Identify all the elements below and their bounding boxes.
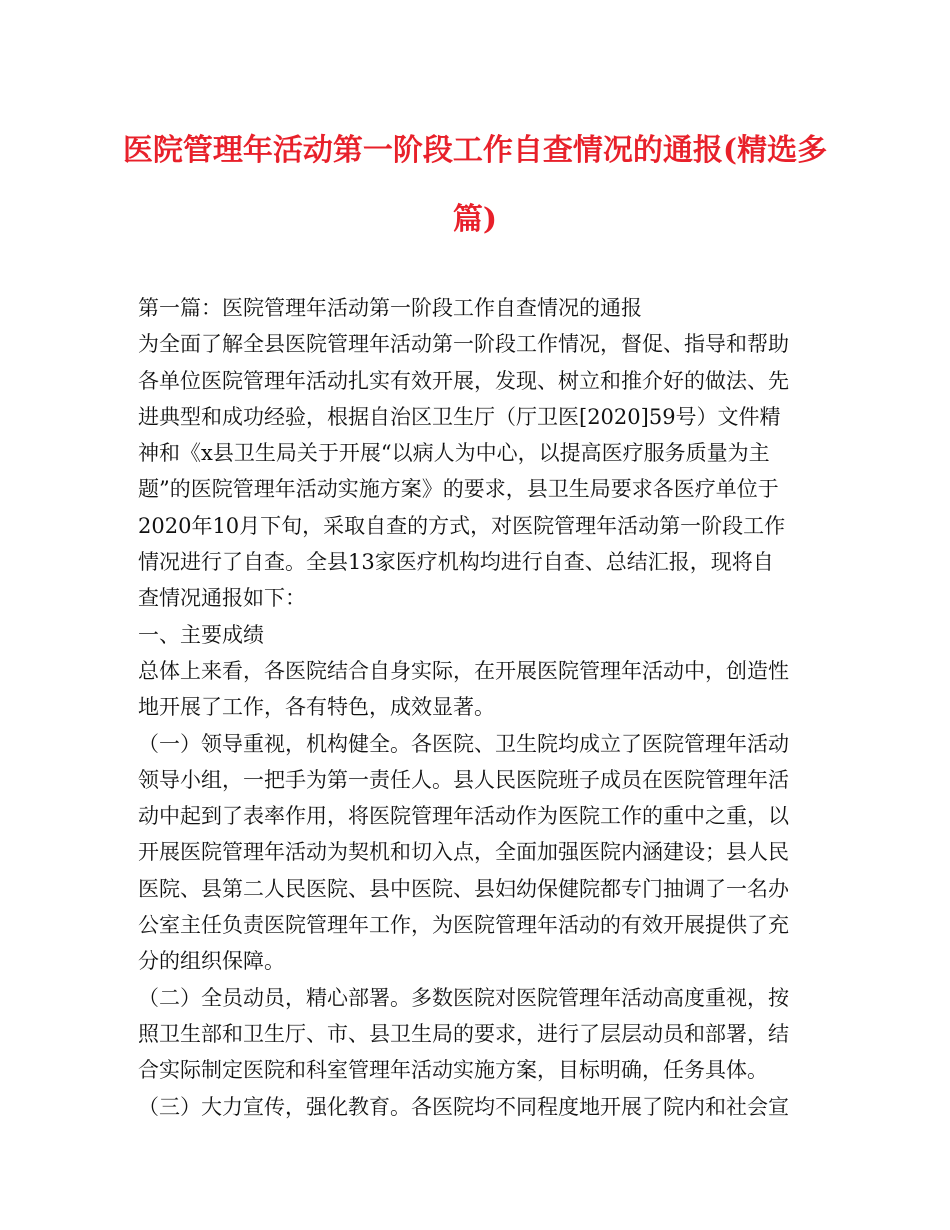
body-line: 分的组织保障。 [138,949,285,974]
body-line: 神和《x县卫生局关于开展“以病人为中心，以提高医疗服务质量为主 [138,441,770,466]
body-line: 题”的医院管理年活动实施方案》的要求，县卫生局要求各医疗单位于 [138,477,779,502]
body-line: 情况进行了自查。全县13家医疗机构均进行自查、总结汇报，现将自 [138,550,774,575]
body-line: 2020年10月下旬，采取自查的方式，对医院管理年活动第一阶段工作 [138,513,786,538]
document-body [138,290,818,1125]
body-line: 合实际制定医院和科室管理年活动实施方案，目标明确，任务具体。 [138,1058,768,1083]
body-line: 照卫生部和卫生厅、市、县卫生局的要求，进行了层层动员和部署，结 [138,1021,789,1046]
body-line: 公室主任负责医院管理年工作，为医院管理年活动的有效开展提供了充 [138,913,789,938]
body-line: 进典型和成功经验，根据自治区卫生厅（厅卫医[2020]59号）文件精 [138,404,781,429]
body-line: 第一篇：医院管理年活动第一阶段工作自查情况的通报 [138,296,642,320]
body-line: 地开展了工作，各有特色，成效显著。 [138,695,495,720]
body-line: （三）大力宣传，强化教育。各医院均不同程度地开展了院内和社会宣 [138,1094,789,1119]
body-line: 动中起到了表率作用，将医院管理年活动作为医院工作的重中之重，以 [138,804,789,829]
body-line: （一）领导重视，机构健全。各医院、卫生院均成立了医院管理年活动 [138,731,789,756]
body-line: 为全面了解全县医院管理年活动第一阶段工作情况，督促、指导和帮助 [138,332,789,357]
document-title-line-2: 篇) [452,202,498,237]
section-heading: 一、主要成绩 [138,622,264,647]
body-line: 医院、县第二人民医院、县中医院、县妇幼保健院都专门抽调了一名办 [138,876,789,901]
document-title-line-1: 医院管理年活动第一阶段工作自查情况的通报(精选多 [122,133,828,168]
body-line: 各单位医院管理年活动扎实有效开展，发现、树立和推介好的做法、先 [138,368,789,393]
body-line: 查情况通报如下： [138,586,306,611]
body-line: 总体上来看，各医院结合自身实际，在开展医院管理年活动中，创造性 [138,658,789,683]
body-line: 领导小组，一把手为第一责任人。县人民医院班子成员在医院管理年活 [138,767,789,792]
body-line: 开展医院管理年活动为契机和切入点，全面加强医院内涵建设；县人民 [138,840,789,865]
body-line: （二）全员动员，精心部署。多数医院对医院管理年活动高度重视，按 [138,985,789,1010]
